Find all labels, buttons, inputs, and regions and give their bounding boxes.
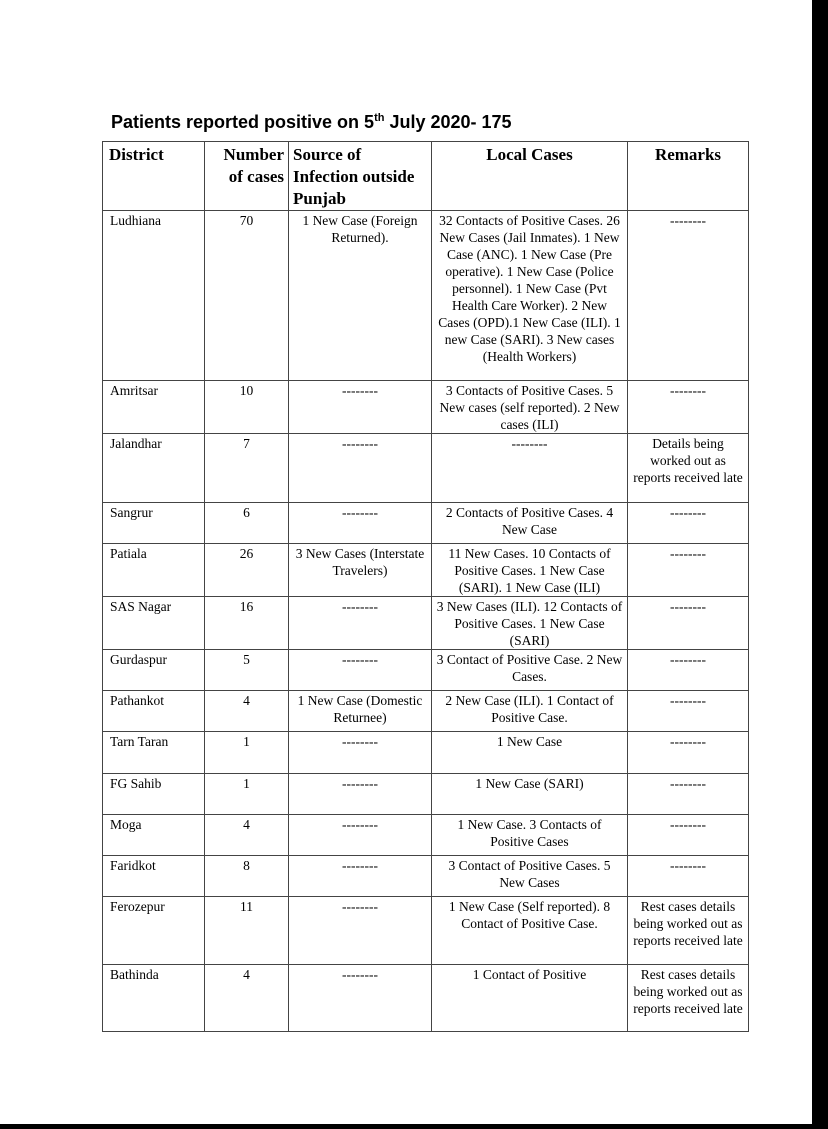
cell-remarks: --------: [628, 211, 749, 381]
cell-district: Moga: [103, 815, 205, 856]
cell-local-cases: 3 Contact of Positive Cases. 5 New Cases: [432, 856, 628, 897]
cell-remarks: --------: [628, 691, 749, 732]
cell-remarks: --------: [628, 732, 749, 774]
cell-source: --------: [289, 856, 432, 897]
cell-source: --------: [289, 815, 432, 856]
cases-table: [102, 141, 749, 1032]
cell-source: 1 New Case (Foreign Returned).: [289, 211, 432, 381]
cell-local-cases: 3 New Cases (ILI). 12 Contacts of Positive Cases. 1 New Case (SARI): [432, 597, 628, 650]
table-row: [103, 856, 749, 897]
cell-local-cases: 1 New Case (SARI): [432, 774, 628, 815]
page-title: [111, 112, 512, 133]
column-header-source: Source of Infection outside Punjab: [289, 142, 432, 211]
cell-number: 26: [205, 544, 289, 597]
cell-district: Sangrur: [103, 503, 205, 544]
cell-district: Jalandhar: [103, 434, 205, 503]
cell-remarks: --------: [628, 650, 749, 691]
cell-district: Ferozepur: [103, 897, 205, 965]
table-row: [103, 897, 749, 965]
cell-district: Gurdaspur: [103, 650, 205, 691]
cell-local-cases: 1 New Case (Self reported). 8 Contact of Positive Case.: [432, 897, 628, 965]
table-row: [103, 434, 749, 503]
cell-source: --------: [289, 965, 432, 1032]
cell-local-cases: 1 Contact of Positive: [432, 965, 628, 1032]
table-row: [103, 815, 749, 856]
cell-source: 1 New Case (Domestic Returnee): [289, 691, 432, 732]
table-header-row: [103, 142, 749, 211]
cell-number: 4: [205, 815, 289, 856]
cell-local-cases: 2 New Case (ILI). 1 Contact of Positive Case.: [432, 691, 628, 732]
cell-number: 8: [205, 856, 289, 897]
table-row: [103, 503, 749, 544]
cell-local-cases: 32 Contacts of Positive Cases. 26 New Cases (Jail Inmates). 1 New Case (ANC). 1 New Case (Pre operative). 1 New Case (Police personnel). 1 New Case (Pvt Health Care Worker). 2 New Cases (OPD).1 New Case (ILI). 1 new Case (SARI). 3 New cases (Health Workers): [432, 211, 628, 381]
cell-number: 1: [205, 732, 289, 774]
cell-district: Pathankot: [103, 691, 205, 732]
cell-source: --------: [289, 774, 432, 815]
cell-source: 3 New Cases (Interstate Travelers): [289, 544, 432, 597]
cell-source: --------: [289, 434, 432, 503]
column-header-local: Local Cases: [432, 142, 628, 211]
cell-district: Tarn Taran: [103, 732, 205, 774]
cell-district: Patiala: [103, 544, 205, 597]
cell-local-cases: 1 New Case: [432, 732, 628, 774]
title-prefix: Patients reported positive on 5: [111, 112, 375, 132]
cell-remarks: --------: [628, 815, 749, 856]
cell-number: 10: [205, 381, 289, 434]
cell-local-cases: 11 New Cases. 10 Contacts of Positive Cases. 1 New Case (SARI). 1 New Case (ILI): [432, 544, 628, 597]
cell-number: 16: [205, 597, 289, 650]
table-row: [103, 544, 749, 597]
cell-source: --------: [289, 381, 432, 434]
table-row: [103, 650, 749, 691]
cell-remarks: --------: [628, 774, 749, 815]
table-row: [103, 774, 749, 815]
cell-number: 7: [205, 434, 289, 503]
table-row: [103, 965, 749, 1032]
cell-source: --------: [289, 650, 432, 691]
cell-number: 70: [205, 211, 289, 381]
table-row: [103, 732, 749, 774]
cell-number: 5: [205, 650, 289, 691]
cell-remarks: Rest cases details being worked out as reports received late: [628, 965, 749, 1032]
cell-source: --------: [289, 597, 432, 650]
cell-source: --------: [289, 503, 432, 544]
title-superscript: th: [374, 112, 385, 124]
table-row: [103, 691, 749, 732]
cell-number: 1: [205, 774, 289, 815]
cell-remarks: --------: [628, 597, 749, 650]
column-header-number: Number of cases: [205, 142, 289, 211]
cell-district: Amritsar: [103, 381, 205, 434]
cell-local-cases: 1 New Case. 3 Contacts of Positive Cases: [432, 815, 628, 856]
table-row: [103, 381, 749, 434]
cell-source: --------: [289, 897, 432, 965]
cell-number: 4: [205, 965, 289, 1032]
cell-number: 6: [205, 503, 289, 544]
cell-local-cases: 3 Contacts of Positive Cases. 5 New cases (self reported). 2 New cases (ILI): [432, 381, 628, 434]
cell-local-cases: --------: [432, 434, 628, 503]
cell-number: 4: [205, 691, 289, 732]
cell-remarks: Rest cases details being worked out as reports received late: [628, 897, 749, 965]
cell-district: FG Sahib: [103, 774, 205, 815]
column-header-remarks: Remarks: [628, 142, 749, 211]
cell-district: Faridkot: [103, 856, 205, 897]
column-header-district: District: [103, 142, 205, 211]
cell-district: SAS Nagar: [103, 597, 205, 650]
cell-remarks: Details being worked out as reports received late: [628, 434, 749, 503]
cell-district: Bathinda: [103, 965, 205, 1032]
cell-remarks: --------: [628, 856, 749, 897]
cell-source: --------: [289, 732, 432, 774]
table-row: [103, 597, 749, 650]
cell-local-cases: 2 Contacts of Positive Cases. 4 New Case: [432, 503, 628, 544]
cell-remarks: --------: [628, 544, 749, 597]
cell-local-cases: 3 Contact of Positive Case. 2 New Cases.: [432, 650, 628, 691]
cell-remarks: --------: [628, 503, 749, 544]
table-row: [103, 211, 749, 381]
title-suffix: July 2020- 175: [384, 112, 512, 132]
cell-remarks: --------: [628, 381, 749, 434]
cell-district: Ludhiana: [103, 211, 205, 381]
cell-number: 11: [205, 897, 289, 965]
